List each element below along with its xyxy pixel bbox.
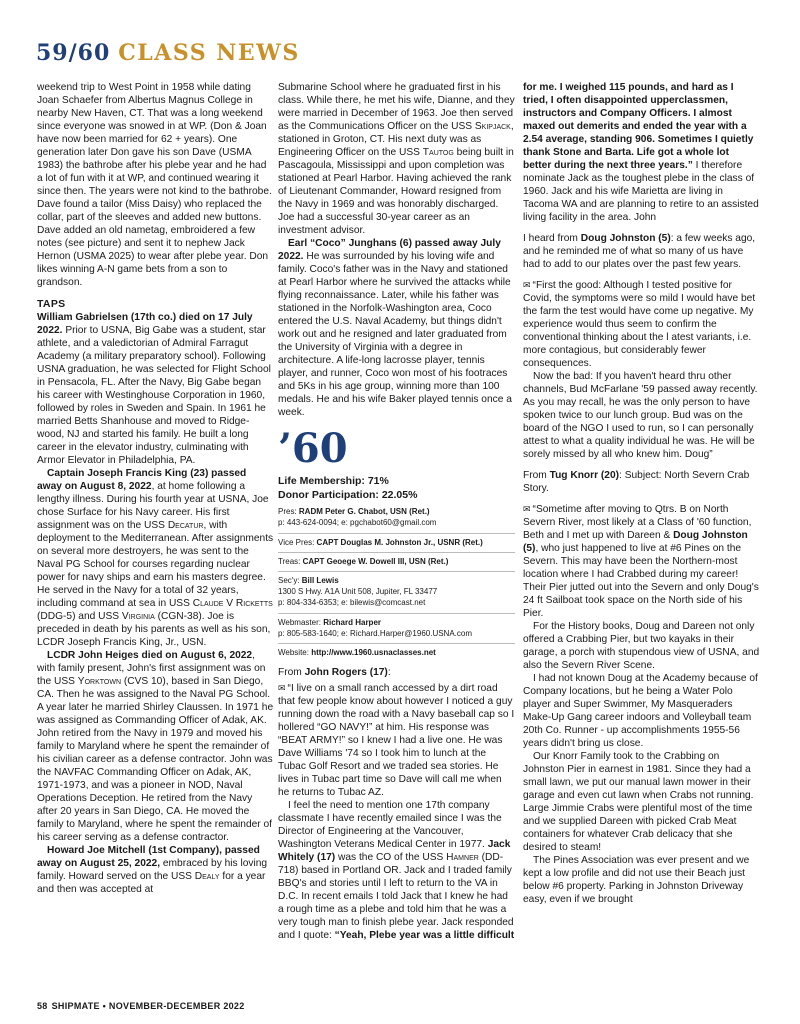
paragraph-knorr-academy: I had not known Doug at the Academy because of Company locations, but he being a Water Polo player and Super Swimmer, My Masqueraders Make-Up Gang career indoors and Volleyball team 20th Co. Runner - up accomplishments 1955-56 years didn't bring us close. [523,673,758,749]
paragraph-johnston-covid: ✉ “First the good: Although I tested positive for Covid, the symptoms were so mild I would have bet the farm the test would have come up negative. My experience would thus seem to confirm the conventional thinking about the l atest variants, i.e. more contagious, but considerably fewer consequences. [523,280,756,369]
secretary-address: 1300 S Hwy. A1A Unit 508, Jupiter, FL 33477 [278,587,438,597]
paragraph-knorr-crab: ✉ “Sometime after moving to Qtrs. B on North Severn River, most likely at a Class of '60 function, Beth and I met up with Dareen & Doug Johnston (5), who just happened to live at #6 Pines on the Severn. This may have been the Northern-most location where I had Crabbed during my career! Their Pier jutted out into the Severn and only Doug's 24 ft Sailboat took space on the North side of his Pier. [523,504,759,619]
publication-name: SHIPMATE • NOVEMBER-DECEMBER 2022 [51,1001,245,1011]
ship-name: Decatur [167,520,204,532]
paragraph-knorr-history: For the History books, Doug and Dareen not only offered a Crabbing Pier, but two kayaks in their garage, a porch with stupendous view of USNA, and also the Severn River Scene. [523,621,760,671]
paragraph-johnston-intro: I heard from Doug Johnston (5): a few weeks ago, and he reminded me of what so many of us have had to add to our plates over the past few years. [523,233,756,270]
ship-name: Virginia [121,611,155,623]
envelope-icon: ✉ [523,280,531,290]
website-link[interactable]: http://www.1960.usnaclasses.net [311,647,436,657]
webmaster-contact: p: 805-583-1640; e: Richard.Harper@1960.USNA.com [278,628,472,638]
officer-webmaster: Webmaster: Richard Harper p: 805-583-1640; e: Richard.Harper@1960.USNA.com [278,613,515,639]
president-contact: p: 443-624-0094; e: pgchabot60@gmail.com [278,518,437,528]
paragraph-knorr-pines: The Pines Association was ever present and we kept a low profile and did not use their Beach just below #6 property. Parking in Johnston Driveway easy, even if we brought [523,855,750,905]
secretary-contact: p: 804-334-6353; e: bilewis@comcast.net [278,598,426,608]
paragraph-junghans: Earl “Coco” Junghans (6) passed away July 2022. He was surrounded by his loving wife and family. Coco's father was in the Navy and stationed at Pearl Harbor where he survived the attacks while flying reconnaissance. Later, while his father was stationed in the Norfolk-Washington area, Coco entered the U.S. Naval Academy, but things didn't work out and he resigned and later graduated from the University of Virginia with a degree in architecture. A life-long lacrosse player, tennis player, and runner, Coco won most of his footraces and 5Ks in his age group, winning more than 100 medals. He and his wife Baker played tennis once a week. [278,238,512,418]
paragraph-rogers-ranch: ✉ “I live on a small ranch accessed by a dirt road that few people know about however I noticed a guy running down the road with a Navy baseball cap so I hollered “GO NAVY!” at him. His response was “BEAT ARMY!” so I knew I had a live one. He was Dave Williams '74 so I took him to lunch at the Tubac Golf Resort and we traded sea stories. He lives in Tubac part time so Dave will call me when he returns to Tubac AZ. [278,683,515,799]
mitchell-heading: Howard Joe Mitchell (1st Company), passed away on August 25, 2022, [37,845,260,870]
ship-name: Dealy [194,871,220,883]
column-3 [523,81,760,906]
life-membership-stat: Life Membership: 71% [278,475,389,487]
ship-name: Yorktown [77,676,122,688]
envelope-icon: ✉ [278,683,286,694]
class-number: 59/60 [36,40,111,66]
paragraph-johnston-mcfarlane: Now the bad: If you haven't heard thru other channels, Bud McFarlane '59 passed away recently. As you may recall, he was the only person to have spoken twice to our lunch group. Bud was on the board of the NGO I used to run, so I can personally attest to what a quality individual he was. He will be sorely missed by all who knew him. Doug” [523,371,758,460]
king-heading: Captain Joseph Francis King (23) passed away on August 8, 2022 [37,468,247,493]
paragraph-mitchell: Howard Joe Mitchell (1st Company), passed away on August 25, 2022, embraced by his loving family. Howard served on the USS Dealy for a year and then was accepted at [37,845,268,896]
taps-heading: TAPS [37,298,66,310]
ship-name: Skipjack [474,121,511,132]
paragraph-knorr-intro: From Tug Knorr (20): Subject: North Severn Crab Story. [523,470,750,494]
page-number: 58 [37,1001,48,1011]
class-year-heading: ’60 [278,425,348,472]
column-2 [278,81,515,942]
paragraph-mitchell-cont: Submarine School where he graduated first in his class. While there, he met his wife, Dianne, and they were married in December of 1963. Joe then served as the Communications Officer on the USS Skipjack, stationed in Groton, CT. His next duty was as Engineering Officer on the USS Tautog being built in Pascagoula, Mississippi and upon completion was stationed at Pearl Harbor. Having achieved the rank of Lieutenant Commander, Howard resigned from the Navy in 1969 and was honorably discharged. Joe had a successful 30-year career as an investment advisor. [278,82,515,236]
ship-name: Tautog [422,147,454,158]
page-footer [37,1001,245,1011]
paragraph-rogers-whitely: I feel the need to mention one 17th company classmate I have recently emailed since I was the Director of Engineering at the Vancouver, Washington Veterans Medical Center in 1977. Jack Whitely (17) was the CO of the USS Hamner (DD-718) based in Portland OR. Jack and I traded family BBQ's and stories until I left to return to the VA in D.C. In recent emails I told Jack that I knew he had a rough time as a plebe and told him that he was a very tough man to finish plebe year. Jack responded and I quote: “Yeah, Plebe year was a little difficult [278,800,515,942]
column-1 [37,81,274,896]
ship-name: Claude V Ricketts [192,598,273,610]
class-website: Website: http://www.1960.usnaclasses.net [278,643,515,658]
paragraph-gabrielsen: William Gabrielsen (17th co.) died on 17 July 2022. Prior to USNA, Big Gabe was a student, star athlete, and a valedictorian of Admiral Farragut Academy (a military preparatory school). Following USNA graduation, he was selected for Flight School in Pensacola, FL. After the Navy, Big Gabe began his career with Westinghouse Corporation in 1960, followed by roles in Sweden and Spain. In 1961 he married Betts Shanhouse and moved to Ridge-wood, NJ and started his family. He built a long career in the elevator industry, culminating with Armor Elevator in Philadelphia, PA. [37,312,271,467]
junghans-heading: Earl “Coco” Junghans (6) passed away July 2022. [278,238,501,262]
officer-treasurer: Treas: CAPT Geoege W. Dowell III, USN (Ret.) [278,552,515,567]
paragraph-king: Captain Joseph Francis King (23) passed away on August 8, 2022, at home following a lengthy illness. During his fourth year at USNA, Joe chose Surface for his Navy career. His first assignment was on the USS Decatur, with deployment to the Mediterranean. After assignments on several more destroyers, he was sent to the Naval PG School for courses regarding nuclear power for navy ships and earn his masters degree. He served in the Navy for a total of 32 years, including command at sea in USS Claude V Ricketts (DDG-5) and USS Virginia (CGN-38). Joe is preceded in death by his parents as well as his son, LCDR Joseph Francis King, Jr., USN. [37,468,274,649]
paragraph-knorr-family: Our Knorr Family took to the Crabbing on Johnston Pier in earnest in 1981. Since they had a small lawn, we put our manual lawn mower in their garage and even cut lawn when Crabs not running. Large Jimmie Crabs were plentiful most of the time and we supplied Dareen with picked Crab Meat containers for whatever Crab delicacy that she desired to steam! [523,751,754,853]
section-title: CLASS NEWS [118,40,300,66]
page-header [36,40,300,66]
paragraph-bathrobe: weekend trip to West Point in 1958 while dating Joan Schaefer from Albertus Magnus College in nearby New Haven, CT. That was a long weekend since everyone was snowed in at WP. (Don & Joan have now been married for 62 + years). One generation later Don gave his son Dave (USMA 1983) the bathrobe after his plebe year and he had a lot of fun with it at WP, and continued wearing it since then. The years were not kind to the bathrobe. Dave found a tailor (Miss Daisy) who replaced the collar, part of the sleeves and added new buttons. Dave added an old nametag, embroidered a few notes (see picture) and sent it to nephew Jack Hernon (USMA 2025) to wear after plebe year. Don likes winning A-N game bets from a son to grandson. [37,82,272,288]
donor-participation-stat: Donor Participation: 22.05% [278,488,418,501]
envelope-icon: ✉ [523,504,531,514]
heiges-heading: LCDR John Heiges died on August 6, 2022 [47,650,253,662]
officer-president: Pres: RADM Peter G. Chabot, USN (Ret.) p: 443-624-0094; e: pgchabot60@gmail.com [278,507,437,528]
paragraph-heiges: LCDR John Heiges died on August 6, 2022, with family present, John's first assignment was on the USS Yorktown (CVS 10), based in San Diego, CA. Then he was assigned to the Naval PG School. A year later he married Shirley Claussen. In 1971 he was assigned as Commanding Officer of Adak, AK. John retired from the Navy in 1979 and moved his family to Maryland where he spent the remainder of his civilian career as a defense contractor. John was the NAVFAC Commanding Officer on Adak, AK, 1971-1973, and was a pioneer in NOD, Naval Operations Deception. He retired from the Navy after 20 years in San Diego, CA. He moved the family to Maryland, where he spent the remainder of his career serving as a defense contractor. [37,650,274,844]
officer-vice-president: Vice Pres: CAPT Douglas M. Johnston Jr., USNR (Ret.) [278,533,515,548]
ship-name: Hamner [446,852,479,864]
gabrielsen-heading: William Gabrielsen (17th co.) died on 17 July 2022. [37,312,253,337]
from-rogers: From John Rogers (17): [278,667,391,679]
paragraph-whitely-quote: for me. I weighed 115 pounds, and hard as I tried, I often disappointed upperclassmen, instructors and Company Officers. I almost maxed out demerits and ended the year with a 2.54 average, standing 906. Sometimes I quietly thank Stone and Barta. Life got a whole lot better during the next three years.” I therefore nominate Jack as the toughest plebe in the class of 1960. Jack and his wife Marietta are living in Tacoma WA and are planning to retire to an assisted living facility in the area. John [523,82,759,223]
officer-secretary: Sec'y: Bill Lewis 1300 S Hwy. A1A Unit 508, Jupiter, FL 33477 p: 804-334-6353; e: bilewis@comcast.net [278,571,515,609]
